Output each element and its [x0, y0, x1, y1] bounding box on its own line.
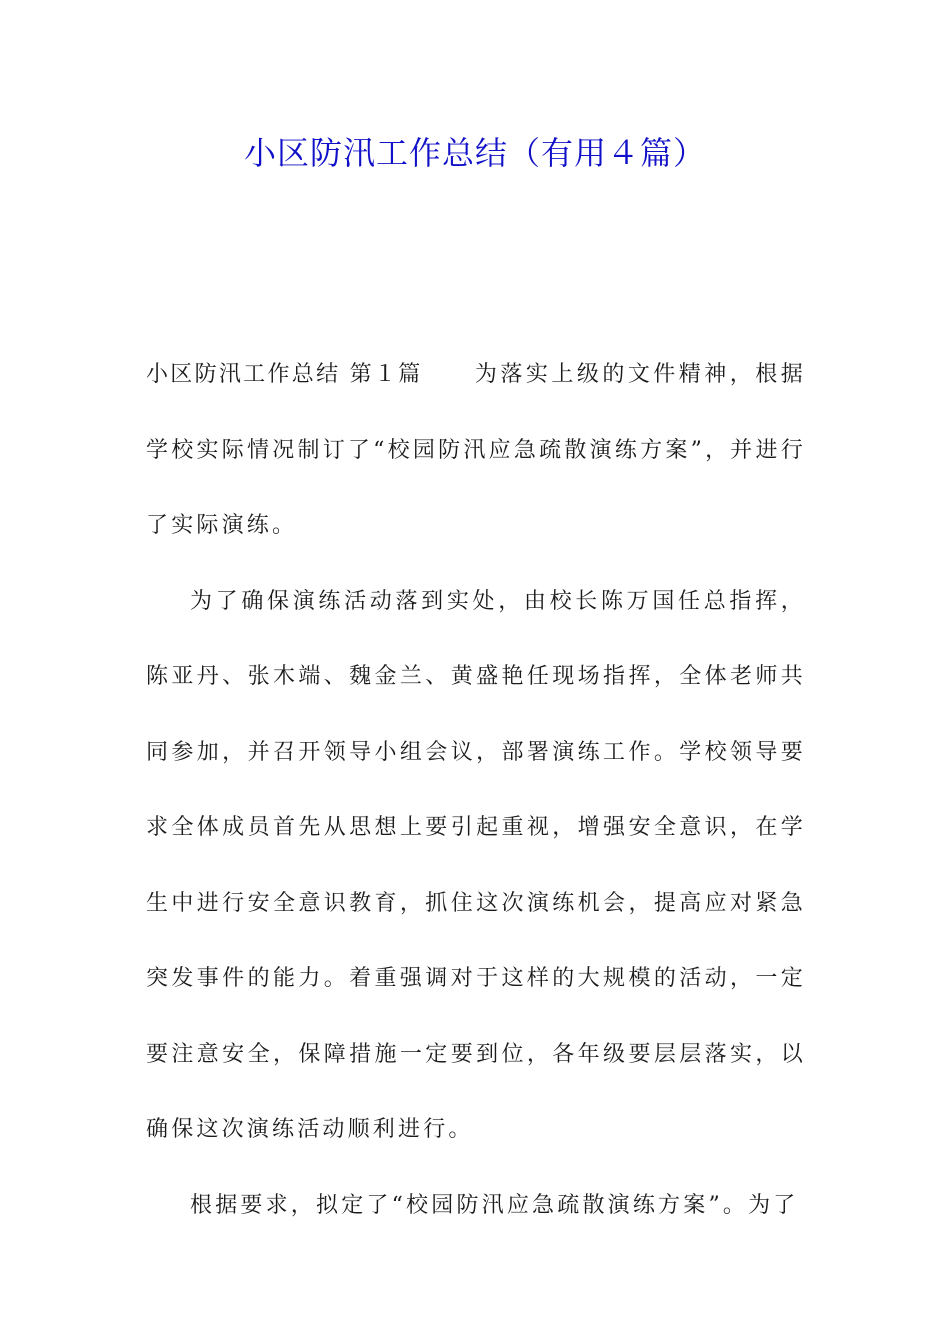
document-title: 小区防汛工作总结（有用４篇）	[243, 134, 706, 172]
document-body	[146, 337, 806, 1243]
paragraph-2: 为了确保演练活动落到实处，由校长陈万国任总指挥，陈亚丹、张木端、魏金兰、黄盛艳任现场指挥，全体老师共同参加，并召开领导小组会议，部署演练工作。学校领导要求全体成员首先从思想上要引起重视，增强安全意识，在学生中进行安全意识教育，抓住这次演练机会，提高应对紧急突发事件的能力。着重强调对于这样的大规模的活动，一定要注意安全，保障措施一定要到位，各年级要层层落实，以确保这次演练活动顺利进行。	[146, 588, 806, 1142]
paragraph-1	[146, 337, 806, 564]
section-label: 小区防汛工作总结 第１篇	[146, 362, 423, 387]
paragraph-3: 根据要求，拟定了“校园防汛应急疏散演练方案”。为了	[190, 1192, 799, 1218]
paragraph-1-text: 为落实上级的文件精神，根据学校实际情况制订了“校园防汛应急疏散演练方案”，并进行了实际演练。	[146, 362, 806, 538]
